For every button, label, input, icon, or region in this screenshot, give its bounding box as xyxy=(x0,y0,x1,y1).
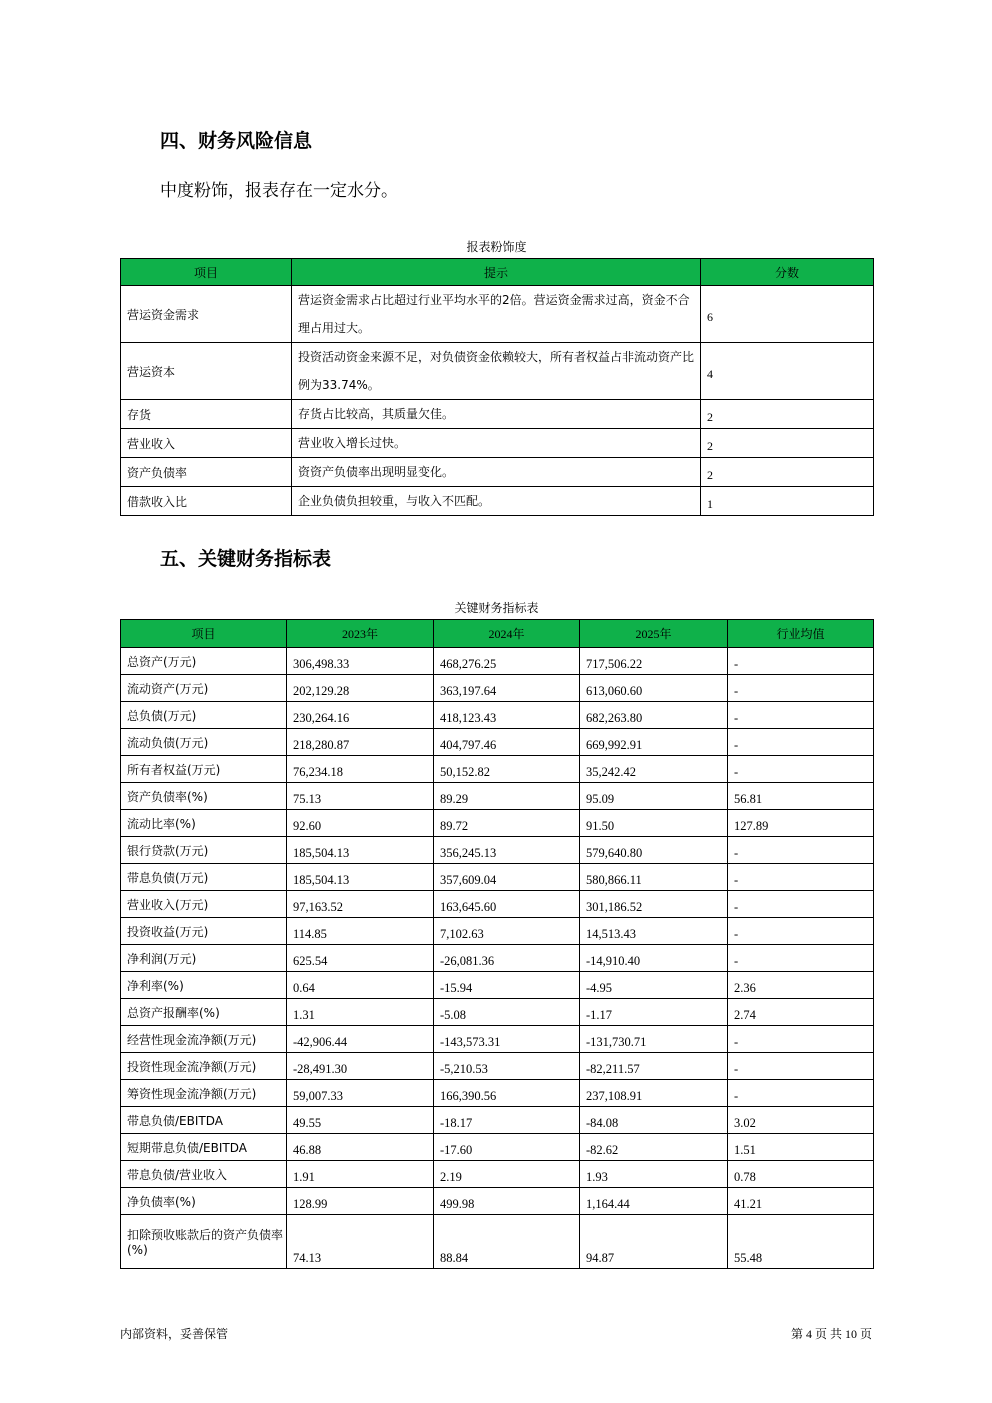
value-2024: 499.98 xyxy=(434,1188,580,1215)
risk-item: 营运资本 xyxy=(121,343,292,400)
section4-heading: 四、财务风险信息 xyxy=(160,130,313,152)
indicator-name: 流动负债(万元) xyxy=(121,729,287,756)
value-2025: 682,263.80 xyxy=(580,702,728,729)
indicator-name: 投资性现金流净额(万元) xyxy=(121,1053,287,1080)
indicator-name: 流动资产(万元) xyxy=(121,675,287,702)
header-score: 分数 xyxy=(701,259,874,286)
value-2024: -143,573.31 xyxy=(434,1026,580,1053)
indicator-row xyxy=(121,1080,874,1107)
indicator-name: 扣除预收账款后的资产负债率(%) xyxy=(121,1215,287,1269)
value-2023: 218,280.87 xyxy=(287,729,434,756)
risk-row xyxy=(121,458,874,487)
value-2023: 1.31 xyxy=(287,999,434,1026)
value-2025: 301,186.52 xyxy=(580,891,728,918)
value-2024: -26,081.36 xyxy=(434,945,580,972)
industry-avg: - xyxy=(728,918,874,945)
indicator-name: 流动比率(%) xyxy=(121,810,287,837)
value-2025: -82.62 xyxy=(580,1134,728,1161)
value-2023: 306,498.33 xyxy=(287,648,434,675)
value-2024: 166,390.56 xyxy=(434,1080,580,1107)
risk-item: 借款收入比 xyxy=(121,487,292,516)
risk-hint: 营运资金需求占比超过行业平均水平的2倍。营运资金需求过高，资金不合理占用过大。 xyxy=(292,286,701,343)
header-item: 项目 xyxy=(121,620,287,648)
industry-avg: - xyxy=(728,702,874,729)
indicator-row xyxy=(121,918,874,945)
value-2024: 2.19 xyxy=(434,1161,580,1188)
value-2025: 1,164.44 xyxy=(580,1188,728,1215)
indicator-name: 投资收益(万元) xyxy=(121,918,287,945)
risk-item: 营运资金需求 xyxy=(121,286,292,343)
value-2024: 418,123.43 xyxy=(434,702,580,729)
industry-avg: 55.48 xyxy=(728,1215,874,1269)
indicator-row xyxy=(121,702,874,729)
indicator-row xyxy=(121,837,874,864)
risk-item: 存货 xyxy=(121,400,292,429)
value-2025: -4.95 xyxy=(580,972,728,999)
indicator-row xyxy=(121,1188,874,1215)
value-2025: 35,242.42 xyxy=(580,756,728,783)
risk-score: 6 xyxy=(701,286,874,343)
industry-avg: - xyxy=(728,891,874,918)
value-2023: 92.60 xyxy=(287,810,434,837)
industry-avg: 1.51 xyxy=(728,1134,874,1161)
industry-avg: - xyxy=(728,756,874,783)
value-2023: 59,007.33 xyxy=(287,1080,434,1107)
value-2023: -42,906.44 xyxy=(287,1026,434,1053)
indicator-name: 净利润(万元) xyxy=(121,945,287,972)
value-2025: 669,992.91 xyxy=(580,729,728,756)
value-2024: 50,152.82 xyxy=(434,756,580,783)
value-2024: 163,645.60 xyxy=(434,891,580,918)
indicator-name: 带息负债(万元) xyxy=(121,864,287,891)
industry-avg: - xyxy=(728,837,874,864)
value-2024: 404,797.46 xyxy=(434,729,580,756)
risk-score: 4 xyxy=(701,343,874,400)
value-2024: -17.60 xyxy=(434,1134,580,1161)
risk-score: 2 xyxy=(701,458,874,487)
value-2024: 357,609.04 xyxy=(434,864,580,891)
value-2024: -15.94 xyxy=(434,972,580,999)
risk-hint: 存货占比较高，其质量欠佳。 xyxy=(292,400,701,429)
indicator-name: 总负债(万元) xyxy=(121,702,287,729)
indicator-row xyxy=(121,1215,874,1269)
indicator-row xyxy=(121,1134,874,1161)
indicator-name: 带息负债/EBITDA xyxy=(121,1107,287,1134)
industry-avg: - xyxy=(728,729,874,756)
value-2025: -131,730.71 xyxy=(580,1026,728,1053)
value-2025: -82,211.57 xyxy=(580,1053,728,1080)
indicator-row xyxy=(121,1026,874,1053)
indicator-row xyxy=(121,783,874,810)
risk-hint: 资资产负债率出现明显变化。 xyxy=(292,458,701,487)
risk-hint: 企业负债负担较重，与收入不匹配。 xyxy=(292,487,701,516)
value-2023: 114.85 xyxy=(287,918,434,945)
value-2025: 1.93 xyxy=(580,1161,728,1188)
value-2025: 580,866.11 xyxy=(580,864,728,891)
indicator-row xyxy=(121,729,874,756)
indicator-table xyxy=(120,619,874,1269)
value-2024: 363,197.64 xyxy=(434,675,580,702)
risk-summary: 中度粉饰，报表存在一定水分。 xyxy=(160,181,398,201)
indicator-row xyxy=(121,810,874,837)
value-2025: 613,060.60 xyxy=(580,675,728,702)
indicator-row xyxy=(121,675,874,702)
indicator-name: 银行贷款(万元) xyxy=(121,837,287,864)
value-2025: 94.87 xyxy=(580,1215,728,1269)
indicator-row xyxy=(121,891,874,918)
risk-item: 营业收入 xyxy=(121,429,292,458)
indicator-row xyxy=(121,648,874,675)
value-2023: 76,234.18 xyxy=(287,756,434,783)
risk-hint: 投资活动资金来源不足，对负债资金依赖较大，所有者权益占非流动资产比例为33.74%。 xyxy=(292,343,701,400)
risk-hint: 营业收入增长过快。 xyxy=(292,429,701,458)
industry-avg: - xyxy=(728,864,874,891)
value-2025: 717,506.22 xyxy=(580,648,728,675)
value-2023: 97,163.52 xyxy=(287,891,434,918)
header-2023: 2023年 xyxy=(287,620,434,648)
header-hint: 提示 xyxy=(292,259,701,286)
header-item: 项目 xyxy=(121,259,292,286)
section5-heading: 五、关键财务指标表 xyxy=(160,548,332,570)
value-2023: 185,504.13 xyxy=(287,864,434,891)
value-2025: -1.17 xyxy=(580,999,728,1026)
header-2024: 2024年 xyxy=(434,620,580,648)
value-2024: 356,245.13 xyxy=(434,837,580,864)
indicator-name: 净负债率(%) xyxy=(121,1188,287,1215)
risk-row xyxy=(121,343,874,400)
indicator-name: 带息负债/营业收入 xyxy=(121,1161,287,1188)
page-number: 第 4 页 共 10 页 xyxy=(790,1327,872,1341)
industry-avg: 2.74 xyxy=(728,999,874,1026)
value-2024: 88.84 xyxy=(434,1215,580,1269)
industry-avg: 0.78 xyxy=(728,1161,874,1188)
value-2024: 7,102.63 xyxy=(434,918,580,945)
industry-avg: 3.02 xyxy=(728,1107,874,1134)
industry-avg: - xyxy=(728,1026,874,1053)
industry-avg: 56.81 xyxy=(728,783,874,810)
industry-avg: 2.36 xyxy=(728,972,874,999)
value-2025: 91.50 xyxy=(580,810,728,837)
value-2023: 46.88 xyxy=(287,1134,434,1161)
risk-table xyxy=(120,258,874,516)
value-2023: 1.91 xyxy=(287,1161,434,1188)
value-2024: 89.29 xyxy=(434,783,580,810)
indicator-row xyxy=(121,864,874,891)
risk-row xyxy=(121,487,874,516)
value-2025: 95.09 xyxy=(580,783,728,810)
value-2024: 468,276.25 xyxy=(434,648,580,675)
indicator-name: 总资产(万元) xyxy=(121,648,287,675)
footer-note: 内部资料，妥善保管 xyxy=(120,1327,229,1341)
risk-score: 2 xyxy=(701,400,874,429)
risk-score: 2 xyxy=(701,429,874,458)
industry-avg: 41.21 xyxy=(728,1188,874,1215)
industry-avg: - xyxy=(728,1053,874,1080)
risk-row xyxy=(121,429,874,458)
value-2024: -5,210.53 xyxy=(434,1053,580,1080)
industry-avg: - xyxy=(728,648,874,675)
value-2023: 185,504.13 xyxy=(287,837,434,864)
value-2023: 0.64 xyxy=(287,972,434,999)
indicator-row xyxy=(121,756,874,783)
value-2025: 237,108.91 xyxy=(580,1080,728,1107)
industry-avg: - xyxy=(728,1080,874,1107)
header-2025: 2025年 xyxy=(580,620,728,648)
risk-table-caption: 报表粉饰度 xyxy=(466,240,527,254)
value-2023: 230,264.16 xyxy=(287,702,434,729)
value-2023: 75.13 xyxy=(287,783,434,810)
indicator-name: 经营性现金流净额(万元) xyxy=(121,1026,287,1053)
risk-score: 1 xyxy=(701,487,874,516)
value-2023: 128.99 xyxy=(287,1188,434,1215)
indicator-name: 资产负债率(%) xyxy=(121,783,287,810)
industry-avg: - xyxy=(728,945,874,972)
value-2024: 89.72 xyxy=(434,810,580,837)
value-2023: 202,129.28 xyxy=(287,675,434,702)
indicator-table-caption: 关键财务指标表 xyxy=(454,601,539,615)
indicator-row xyxy=(121,1161,874,1188)
risk-row xyxy=(121,400,874,429)
value-2025: 579,640.80 xyxy=(580,837,728,864)
indicator-row xyxy=(121,945,874,972)
indicator-row xyxy=(121,972,874,999)
risk-item: 资产负债率 xyxy=(121,458,292,487)
value-2023: 625.54 xyxy=(287,945,434,972)
value-2024: -18.17 xyxy=(434,1107,580,1134)
value-2025: 14,513.43 xyxy=(580,918,728,945)
value-2023: -28,491.30 xyxy=(287,1053,434,1080)
indicator-row xyxy=(121,1053,874,1080)
indicator-row xyxy=(121,1107,874,1134)
indicator-name: 净利率(%) xyxy=(121,972,287,999)
value-2023: 49.55 xyxy=(287,1107,434,1134)
value-2025: -14,910.40 xyxy=(580,945,728,972)
header-industry-avg: 行业均值 xyxy=(728,620,874,648)
risk-row xyxy=(121,286,874,343)
indicator-name: 短期带息负债/EBITDA xyxy=(121,1134,287,1161)
indicator-table-header xyxy=(121,620,874,648)
indicator-name: 所有者权益(万元) xyxy=(121,756,287,783)
indicator-name: 营业收入(万元) xyxy=(121,891,287,918)
value-2023: 74.13 xyxy=(287,1215,434,1269)
industry-avg: - xyxy=(728,675,874,702)
indicator-name: 筹资性现金流净额(万元) xyxy=(121,1080,287,1107)
value-2025: -84.08 xyxy=(580,1107,728,1134)
risk-table-header xyxy=(121,259,874,286)
value-2024: -5.08 xyxy=(434,999,580,1026)
industry-avg: 127.89 xyxy=(728,810,874,837)
indicator-name: 总资产报酬率(%) xyxy=(121,999,287,1026)
indicator-row xyxy=(121,999,874,1026)
